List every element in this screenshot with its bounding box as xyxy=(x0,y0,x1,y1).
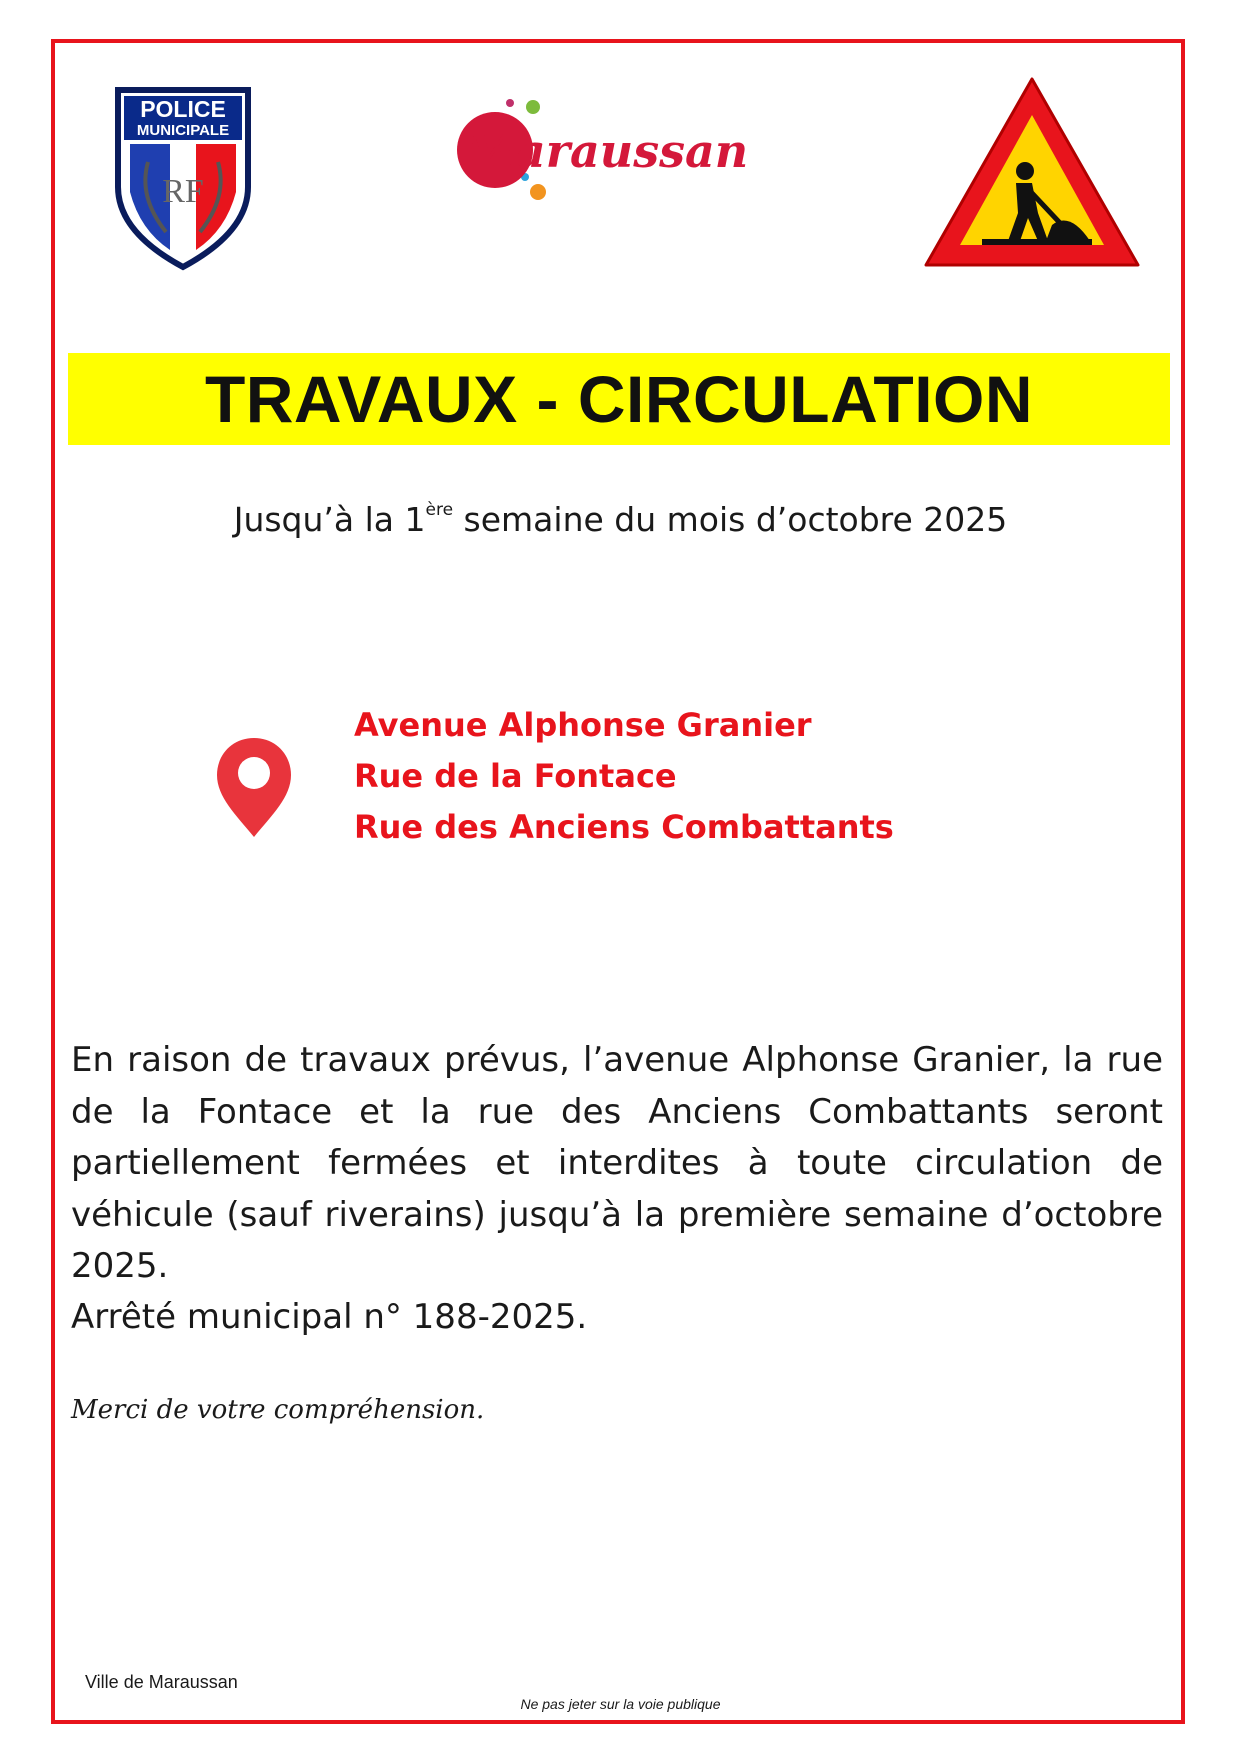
street-item: Rue de la Fontace xyxy=(354,757,677,795)
date-subtitle-ordinal: ère xyxy=(425,500,454,520)
page-frame xyxy=(51,39,1185,1724)
title-banner xyxy=(68,353,1170,445)
municipal-order: Arrêté municipal n° 188-2025. xyxy=(71,1297,588,1337)
date-subtitle-before: Jusqu’à la 1 xyxy=(233,500,426,539)
maraussan-logo-icon xyxy=(455,95,785,205)
police-badge-line1: POLICE xyxy=(140,96,226,122)
street-item: Avenue Alphonse Granier xyxy=(354,706,812,744)
date-subtitle xyxy=(0,500,1241,539)
police-badge-line2: MUNICIPALE xyxy=(136,122,230,139)
police-badge-monogram: RF xyxy=(162,173,204,210)
page-title: TRAVAUX - CIRCULATION xyxy=(204,362,1034,436)
roadworks-warning-sign-icon xyxy=(920,73,1144,273)
footer-town: Ville de Maraussan xyxy=(85,1672,238,1692)
thanks-note: Merci de votre compréhension. xyxy=(71,1395,485,1425)
police-municipale-badge-icon xyxy=(108,82,258,272)
location-pin-icon xyxy=(214,735,294,840)
street-item: Rue des Anciens Combattants xyxy=(354,808,894,846)
maraussan-logo-text: Maraussan xyxy=(465,124,749,178)
footer-disposal-note: Ne pas jeter sur la voie publique xyxy=(520,1696,721,1712)
street-list xyxy=(354,700,894,853)
notice-paragraph: En raison de travaux prévus, l’avenue Alphonse Granier, la rue de la Fontace et la rue des Anciens Combattants seront partiellement fermées et interdites à toute circulation de véhicule (sauf riverains) jusqu’à la première semaine d’octobre 2025. xyxy=(71,1040,1163,1286)
date-subtitle-after: semaine du mois d’octobre 2025 xyxy=(453,500,1008,539)
